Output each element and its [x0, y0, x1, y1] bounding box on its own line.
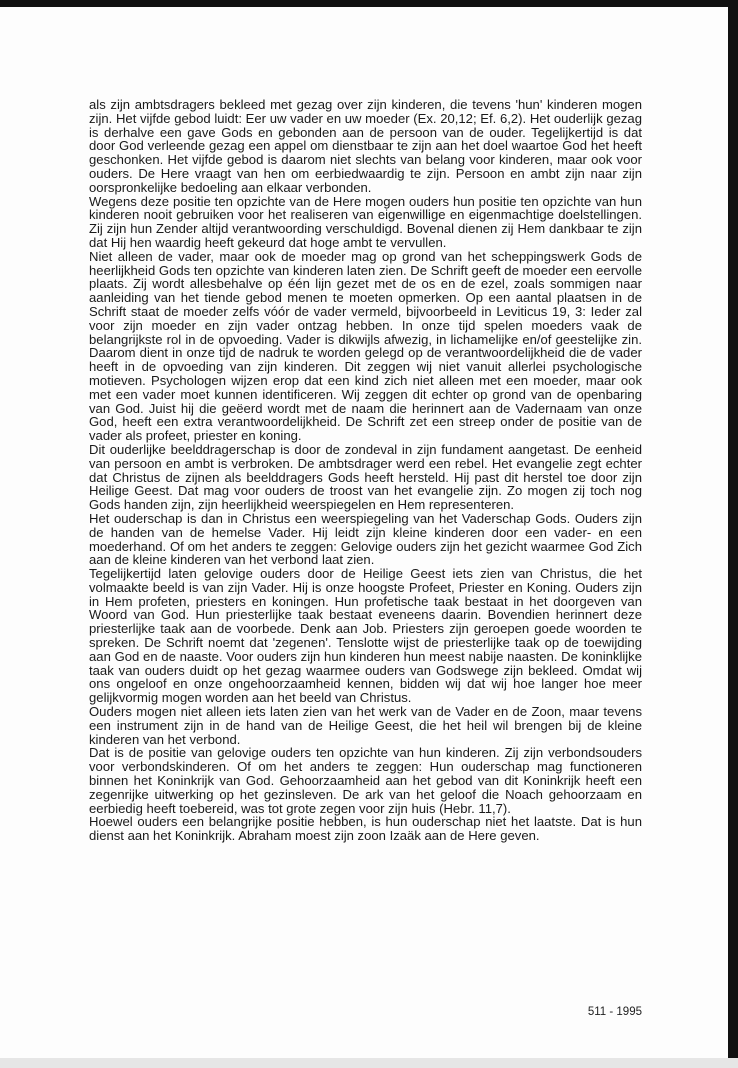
paragraph: Hoewel ouders een belangrijke positie hebben, is hun ouderschap niet het laatste. Dat is hun dienst aan het Koninkrijk. Abraham moest zijn zoon Izaäk aan de Here geven.	[89, 814, 642, 844]
document-page	[0, 7, 728, 1058]
paragraph: Wegens deze positie ten opzichte van de Here mogen ouders hun positie ten opzichte van hun kinderen nooit gebruiken voor het realiseren van eigenwillige en eigenmachtige doelstellingen. Zij zijn hun Zender altijd verantwoording verschuldigd. Bovenal dienen zij Hem dankbaar te zijn dat Hij hen waardig heeft gekeurd dat hoge ambt te vervullen.	[89, 193, 642, 250]
paragraph: Tegelijkertijd laten gelovige ouders door de Heilige Geest iets zien van Christus, die het volmaakte beeld is van zijn Vader. Hij is onze hoogste Profeet, Priester en Koning. Ouders zijn in Hem profeten, priesters en koningen. Hun profetische taak bestaat in het doorgeven van Woord van God. Hun priesterlijke taak bestaat eveneens daarin. Bovendien herinnert deze priesterlijke taak aan de voorbede. Denk aan Job. Priesters zijn geroepen goede woorden te spreken. De Schrift noemt dat 'zegenen'. Tenslotte wijst de priesterlijke taak op de toewijding aan God en de naaste. Voor ouders zijn hun kinderen hun meest nabije naasten. De koninklijke taak van ouders duidt op het gezag waarmee ouders van Godswege zijn bekleed. Omdat wij ons ongeloof en onze ongehoorzaamheid kennen, bidden wij dat wij hoe langer hoe meer gelijkvormig mogen worden aan het beeld van Christus.	[89, 566, 642, 706]
paragraph: Ouders mogen niet alleen iets laten zien van het werk van de Vader en de Zoon, maar tevens een instrument zijn in de hand van de Heilige Geest, die het heil wil brengen bij de kleine kinderen van het verbond.	[89, 704, 642, 747]
paragraph: als zijn ambtsdragers bekleed met gezag over zijn kinderen, die tevens 'hun' kinderen mogen zijn. Het vijfde gebod luidt: Eer uw vader en uw moeder (Ex. 20,12; Ef. 6,2). Het ouderlijk gezag is derhalve een gave Gods en gebonden aan de persoon van de ouder. Tegelijkertijd is dat door God verleende gezag een appel om dienstbaar te zijn aan het doel waartoe God het heeft geschonken. Het vijfde gebod is daarom niet slechts van belang voor kinderen, maar ook voor ouders. De Here vraagt van hen om eerbiedwaardig te zijn. Persoon en ambt zijn naar zijn oorspronkelijke bedoeling aan elkaar verbonden.	[89, 97, 642, 195]
scan-border-right	[728, 0, 738, 1068]
page-number: 511 - 1995	[587, 1006, 642, 1018]
paragraph: Het ouderschap is dan in Christus een weerspiegeling van het Vaderschap Gods. Ouders zijn de handen van de hemelse Vader. Hij leidt zijn kleine kinderen door een vader- en een moederhand. Of om het anders te zeggen: Gelovige ouders zijn het gezicht waarmee God Zich aan de kleine kinderen van het verbond laat zien.	[89, 510, 642, 568]
paragraph: Dit ouderlijke beelddragerschap is door de zondeval in zijn fundament aangetast. De eenheid van persoon en ambt is verbroken. De ambtsdrager werd een rebel. Het evangelie zegt echter dat Christus de zijnen als beelddragers Gods heeft hersteld. Hij past dit herstel toe door zijn Heilige Geest. Dat mag voor ouders de troost van het evangelie zijn. Zo mogen zij toch nog Gods handen zijn, zijn heerlijkheid weerspiegelen en Hem representeren.	[89, 441, 642, 513]
scan-border-top	[0, 0, 738, 7]
body-text	[89, 98, 642, 843]
paragraph: Dat is de positie van gelovige ouders ten opzichte van hun kinderen. Zij zijn verbondsouders voor verbondskinderen. Of om het anders te zeggen: Hun ouderschap mag functioneren binnen het Koninkrijk van God. Gehoorzaamheid aan het gebod van dit Koninkrijk heeft een zegenrijke uitwerking op het gezinsleven. De ark van het geloof die Noach gehoorzaam en eerbiedig heeft toebereid, was tot grote zegen voor zijn huis (Hebr. 11,7).	[89, 745, 642, 816]
paragraph: Niet alleen de vader, maar ook de moeder mag op grond van het scheppingswerk Gods de heerlijkheid Gods ten opzichte van kinderen laten zien. De Schrift geeft de moeder een eervolle plaats. Zij wordt allesbehalve op één lijn gezet met de os en de ezel, zoals sommigen naar aanleiding van het tiende gebod menen te moeten opmerken. Op een aantal plaatsen in de Schrift staat de moeder zelfs vóór de vader vermeld, bijvoorbeeld in Leviticus 19, 3: Ieder zal voor zijn moeder en zijn vader ontzag hebben. In onze tijd spelen moeders vaak de belangrijkste rol in de opvoeding. Vader is dikwijls afwezig, in lichamelijke en/of geestelijke zin. Daarom dient in onze tijd de nadruk te worden gelegd op de verantwoordelijkheid die de vader heeft in de opvoeding van zijn kinderen. Dit zeggen wij niet vanuit allerlei psychologische motieven. Psychologen wijzen erop dat een kind zich niet alleen met een moeder, maar ook met een vader moet kunnen identificeren. Wij zeggen dit echter op grond van de openbaring van God. Juist hij die geëerd wordt met de naam die herinnert aan de Vadernaam van onze God, heeft een extra verantwoordelijkheid. De Schrift zet een streep onder de positie van de vader als profeet, priester en koning.	[89, 248, 642, 444]
scan-border-bottom	[0, 1058, 738, 1068]
